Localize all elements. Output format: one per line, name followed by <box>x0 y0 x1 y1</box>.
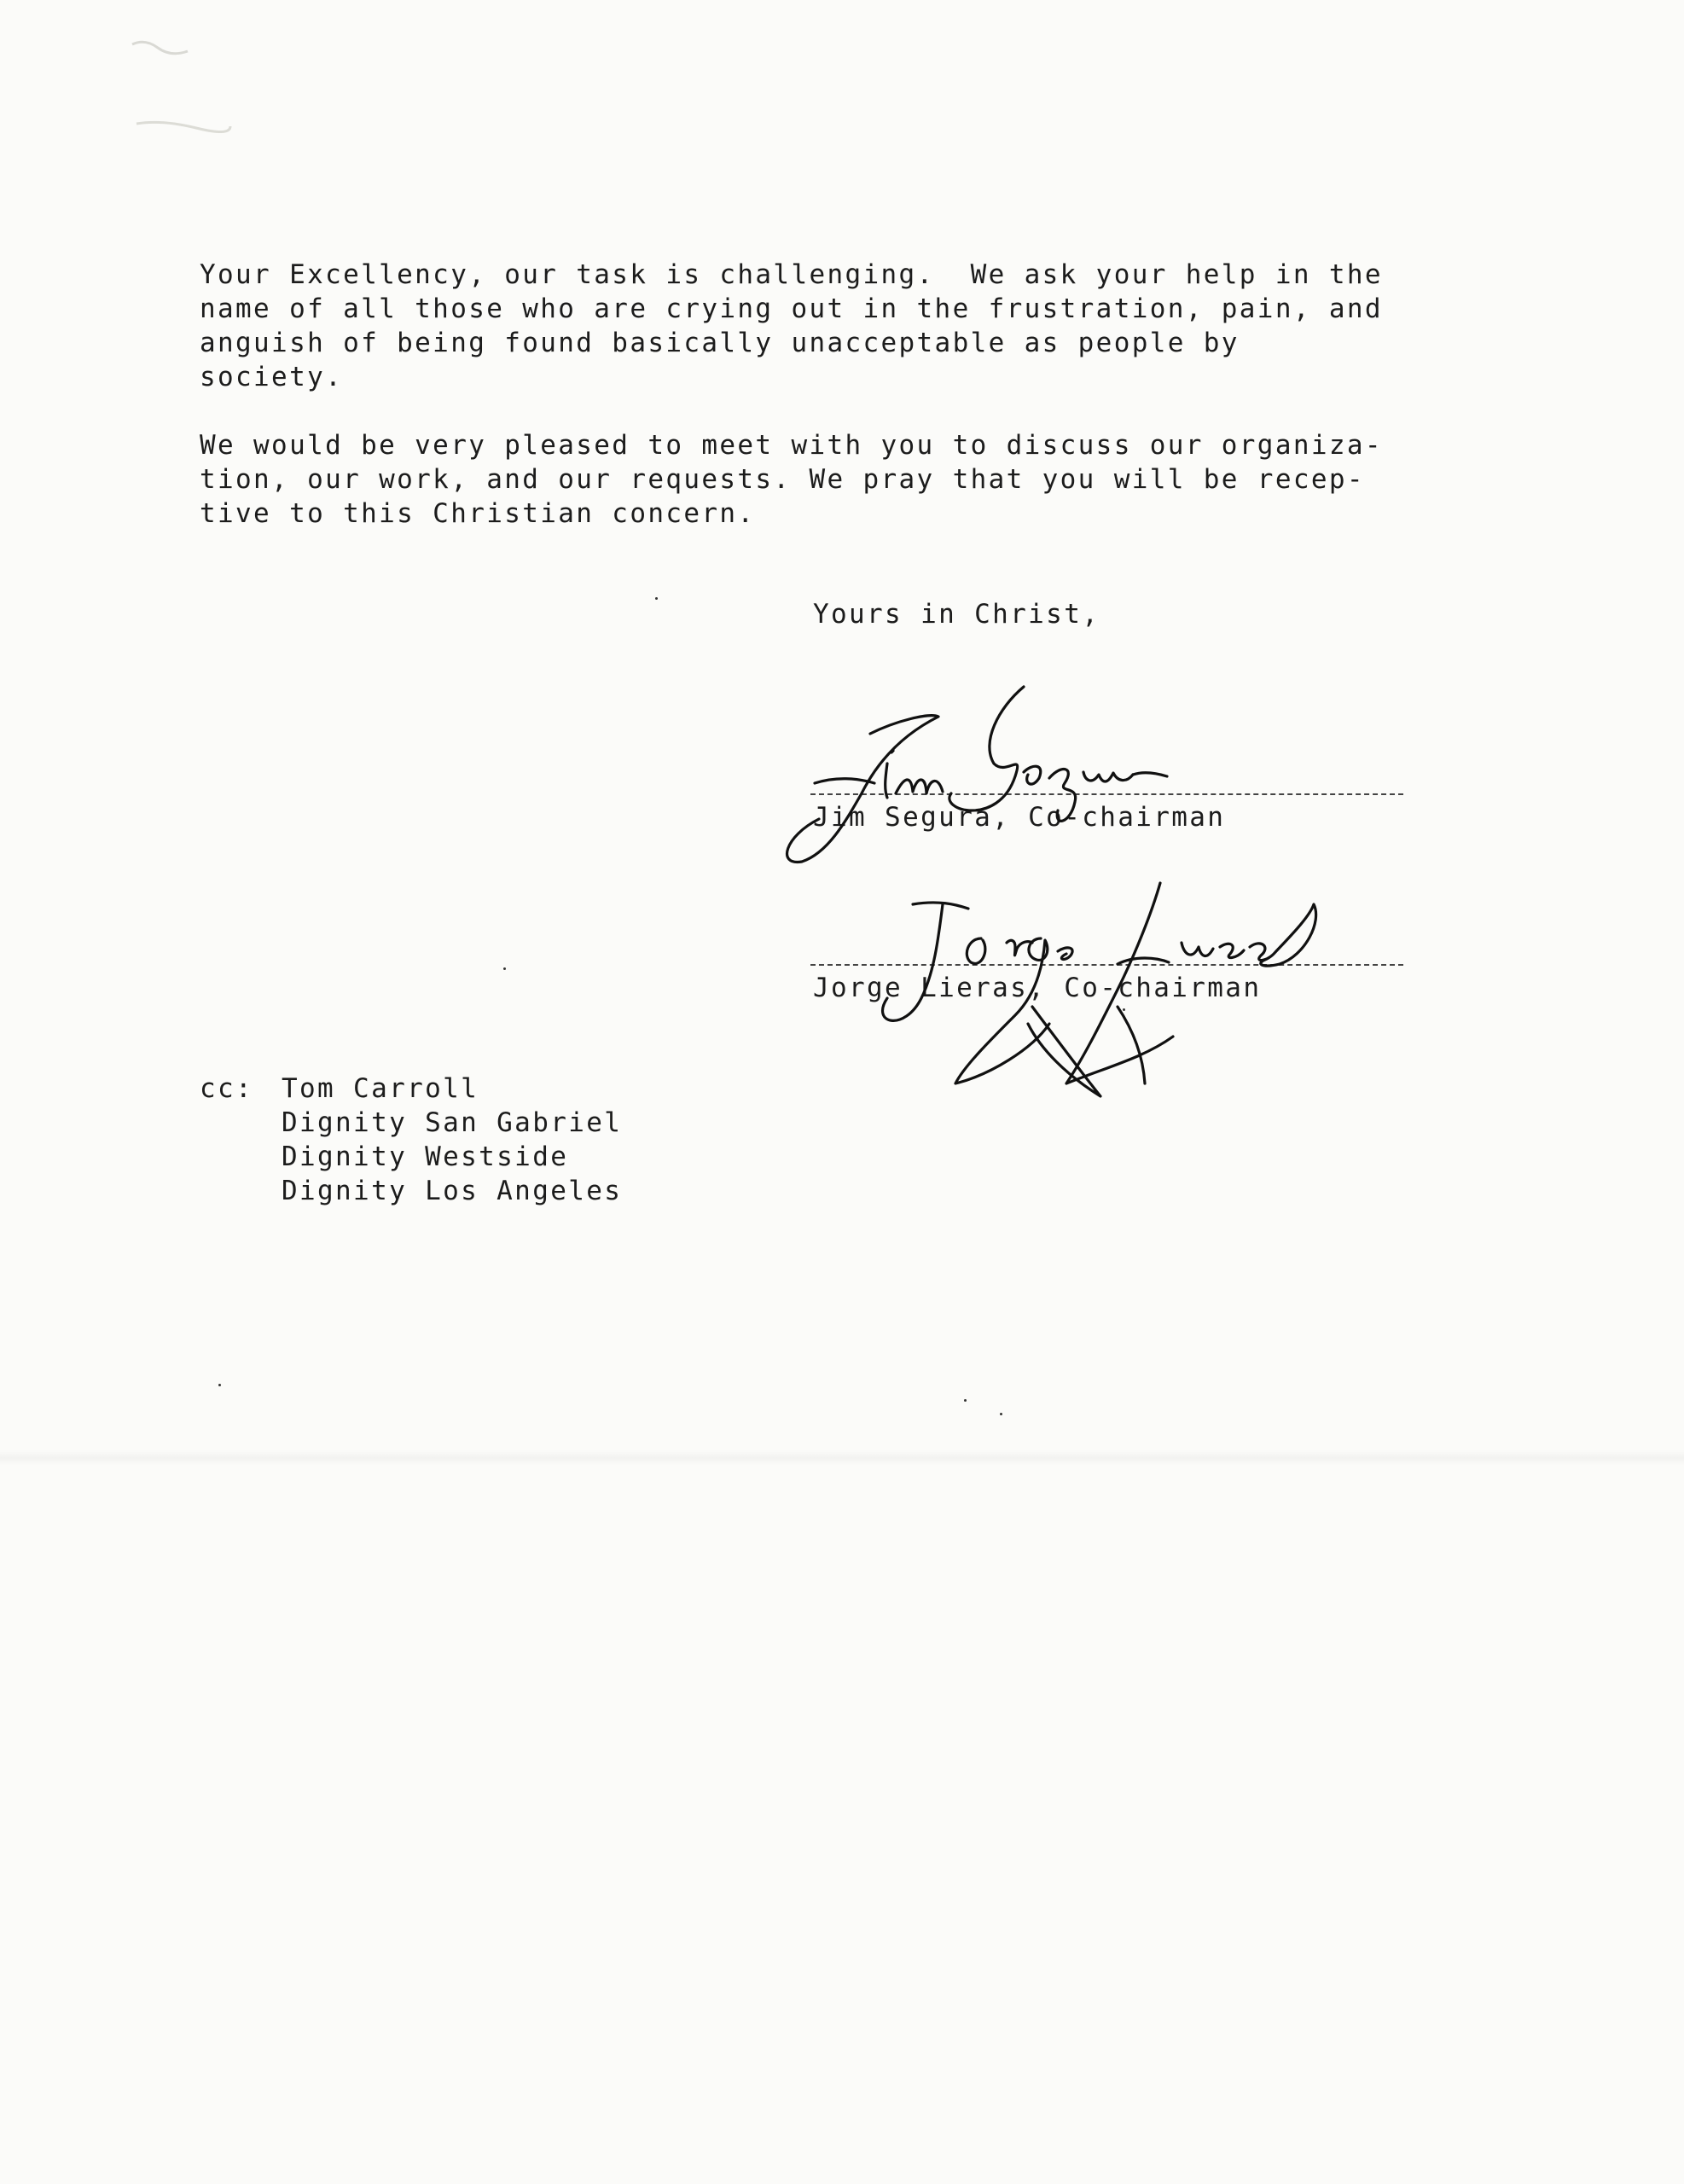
paragraph-line: We would be very pleased to meet with you to discuss our organiza- <box>200 430 1383 461</box>
signatory-name: Jim Segura, Co-chairman <box>813 802 1226 833</box>
cc-recipient: Dignity Los Angeles <box>282 1176 623 1206</box>
paragraph-line: tion, our work, and our requests. We pray that you will be recep- <box>200 464 1365 495</box>
cc-recipient-list <box>282 1072 622 1208</box>
cc-recipient: Dignity Westside <box>282 1141 569 1172</box>
paper-speck <box>1000 1413 1002 1415</box>
paper-fold-crease <box>0 1450 1684 1466</box>
jorge-lieras-signature <box>862 870 1373 1118</box>
paper-scuff-mark <box>128 34 239 145</box>
cc-recipient: Dignity San Gabriel <box>282 1107 623 1138</box>
paper-speck <box>964 1399 967 1402</box>
paper-speck <box>218 1384 221 1386</box>
paragraph-line: tive to this Christian concern. <box>200 498 756 529</box>
paragraph-line: society. <box>200 362 344 392</box>
paragraph-line: anguish of being found basically unacceptable as people by <box>200 328 1240 358</box>
signatory-name: Jorge Lieras, Co-chairman <box>813 973 1262 1003</box>
paragraph-line: name of all those who are crying out in the frustration, pain, and <box>200 293 1383 324</box>
cc-label: cc: <box>200 1073 254 1104</box>
paragraph-line: Your Excellency, our task is challenging. We ask your help in the <box>200 259 1383 290</box>
paper-speck <box>655 597 658 600</box>
cc-recipient: Tom Carroll <box>282 1073 479 1104</box>
closing-salutation: Yours in Christ, <box>813 599 1100 630</box>
jim-segura-signature <box>768 682 1280 879</box>
paper-speck <box>503 967 506 970</box>
